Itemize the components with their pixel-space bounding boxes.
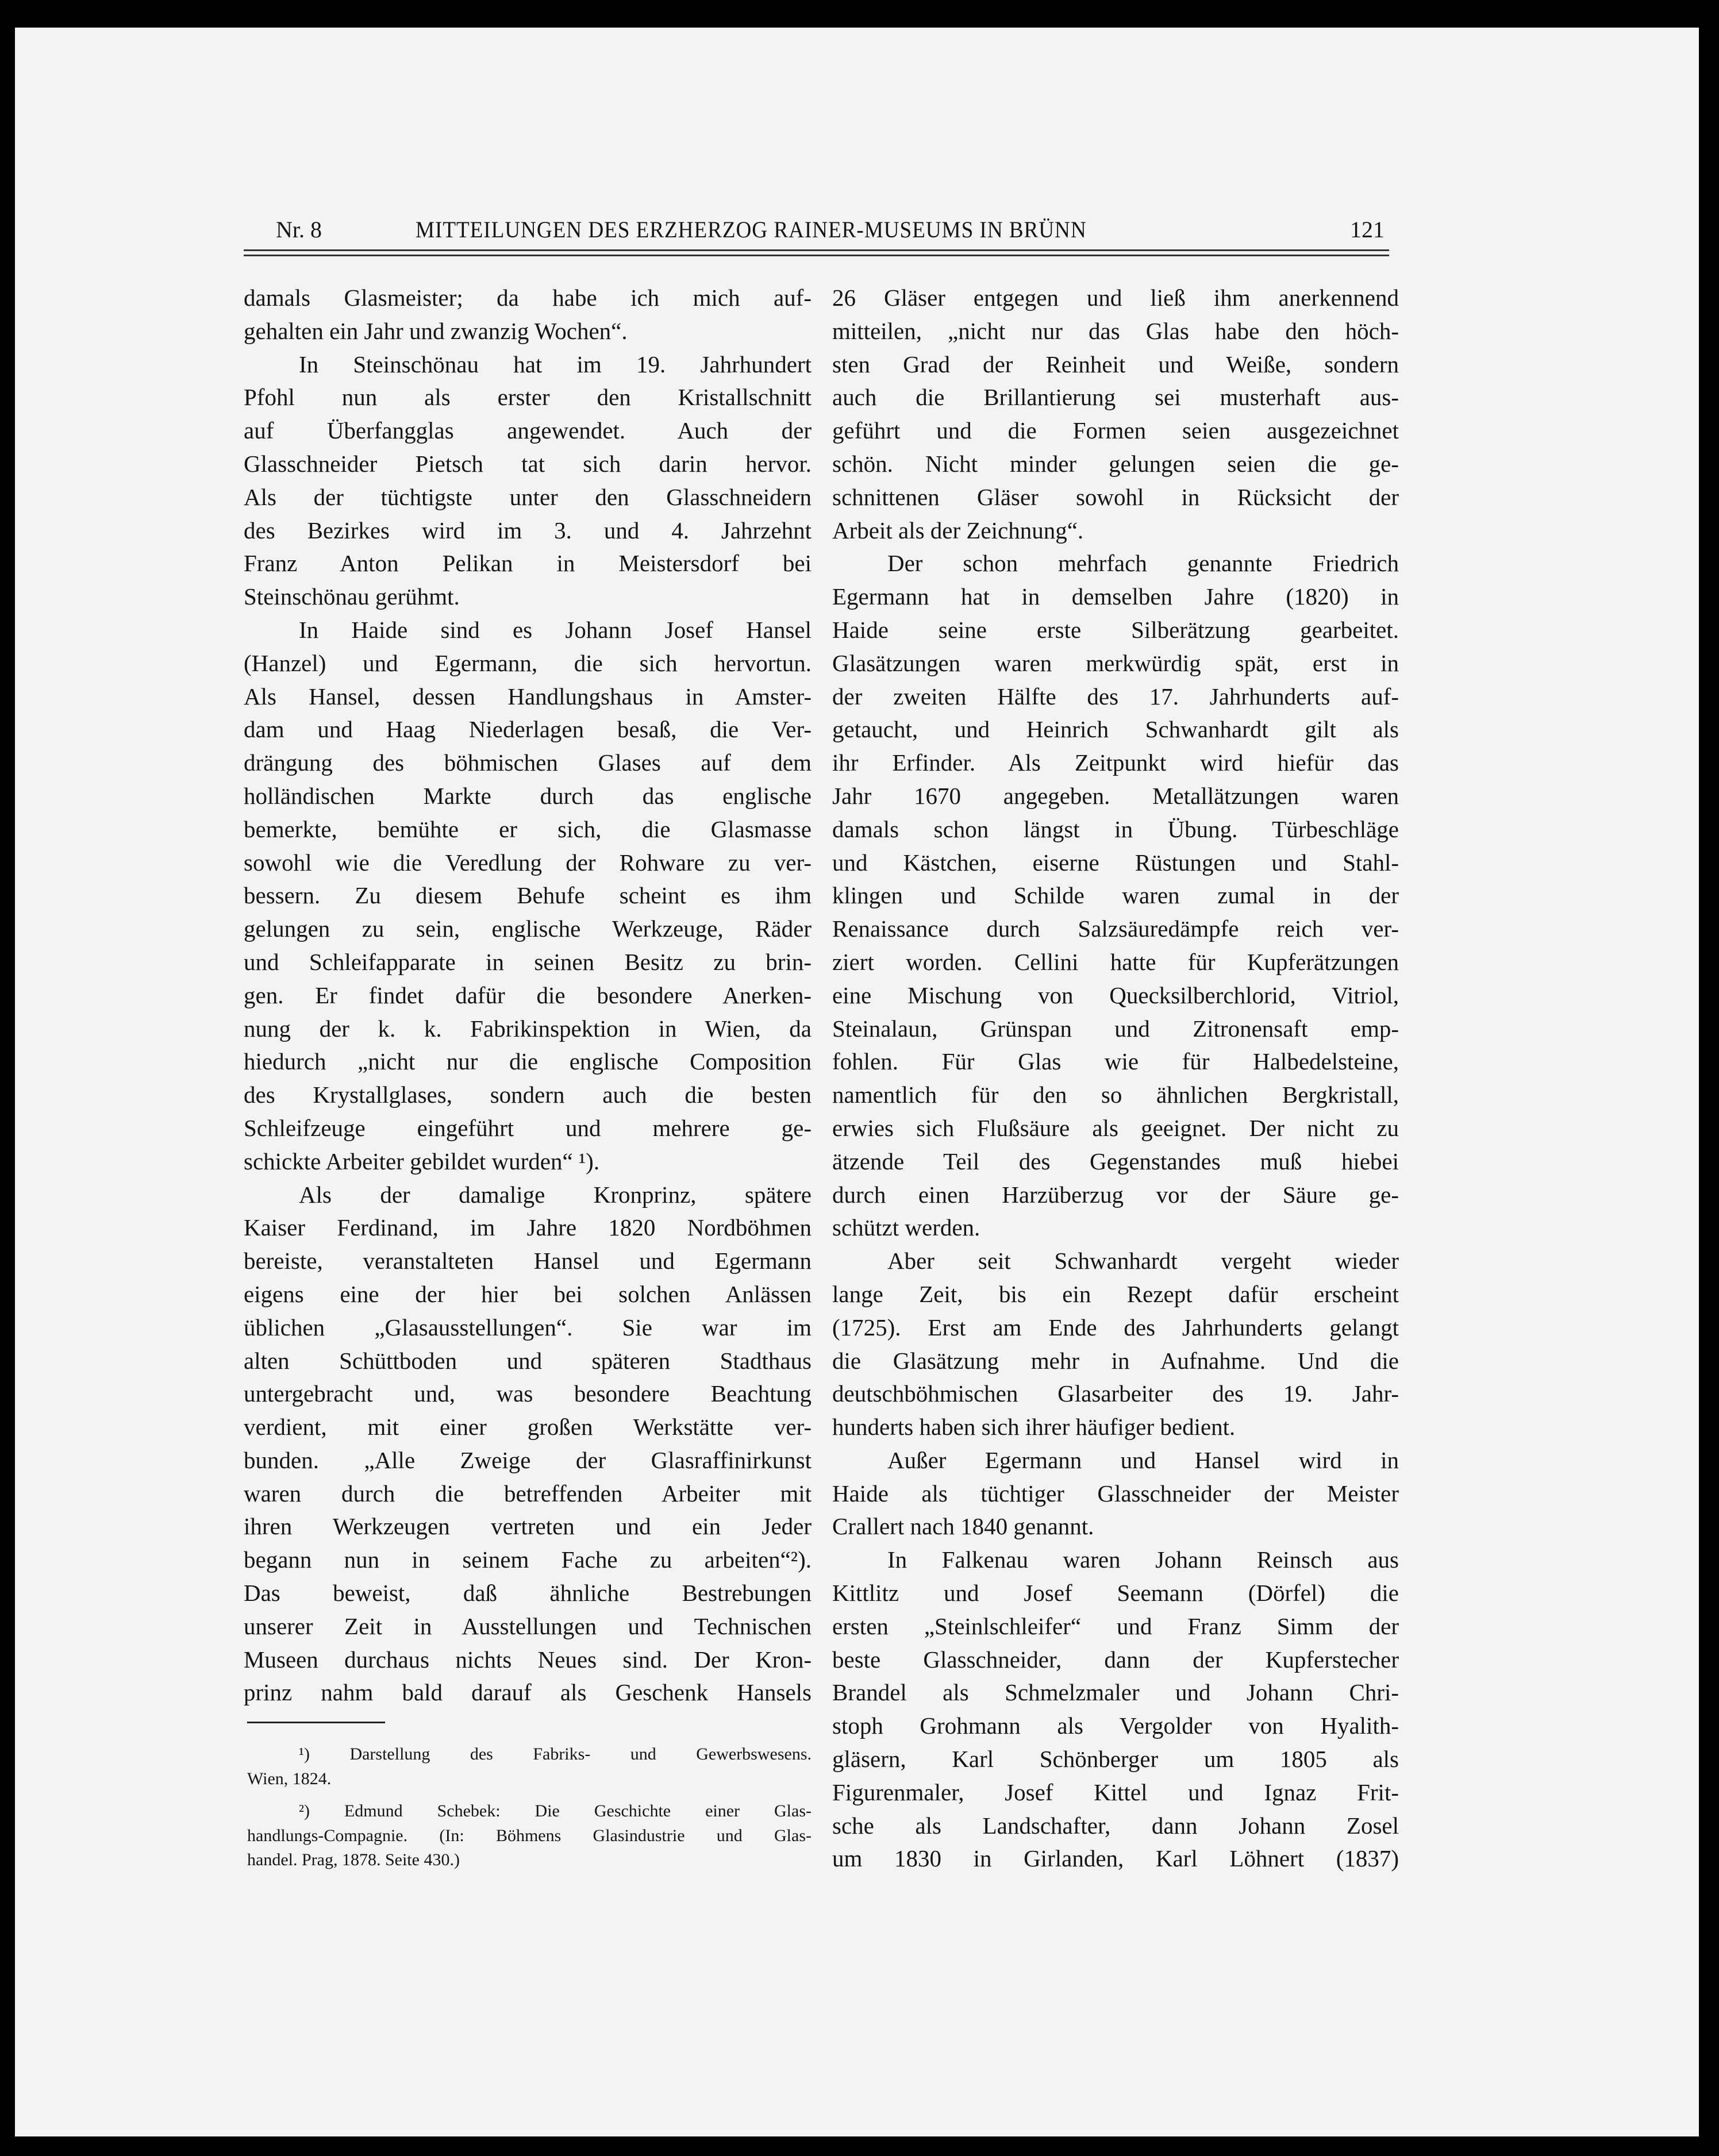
text-line: bereiste, veranstalteten Hansel und Egermann bbox=[244, 1248, 812, 1275]
text-line: des Krystallglases, sondern auch die besten bbox=[244, 1081, 812, 1108]
text-line: schützt werden. bbox=[832, 1214, 980, 1241]
text-line: Haide seine erste Silberätzung gearbeitet. bbox=[832, 616, 1399, 643]
text-line: lange Zeit, bis ein Rezept dafür erscheint bbox=[832, 1280, 1399, 1307]
text-line: ersten „Steinlschleifer“ und Franz Simm der bbox=[832, 1612, 1399, 1639]
text-line: Jahr 1670 angegeben. Metallätzungen waren bbox=[832, 782, 1399, 809]
text-line: des Bezirkes wird im 3. und 4. Jahrzehnt bbox=[244, 517, 812, 544]
text-line: ihr Erfinder. Als Zeitpunkt wird hiefür das bbox=[832, 749, 1399, 776]
text-line: Crallert nach 1840 genannt. bbox=[832, 1513, 1094, 1540]
text-line: schickte Arbeiter gebildet wurden“ ¹). bbox=[244, 1148, 600, 1175]
text-line: Kaiser Ferdinand, im Jahre 1820 Nordböhmen bbox=[244, 1214, 812, 1241]
text-line: In Falkenau waren Johann Reinsch aus bbox=[887, 1546, 1399, 1573]
text-line: Franz Anton Pelikan in Meistersdorf bei bbox=[244, 550, 812, 577]
text-line: ¹) Darstellung des Fabriks- und Gewerbswesens. bbox=[299, 1745, 812, 1764]
text-line: gen. Er findet dafür die besondere Anerken- bbox=[244, 981, 812, 1008]
header-double-rule bbox=[244, 249, 1389, 256]
text-line: gläsern, Karl Schönberger um 1805 als bbox=[832, 1746, 1399, 1773]
text-line: In Haide sind es Johann Josef Hansel bbox=[299, 616, 812, 643]
text-line: Außer Egermann und Hansel wird in bbox=[887, 1446, 1399, 1473]
text-line: bunden. „Alle Zweige der Glasraffinirkunst bbox=[244, 1446, 812, 1473]
text-line: geführt und die Formen seien ausgezeichnet bbox=[832, 417, 1399, 444]
text-line: eine Mischung von Quecksilberchlorid, Vitriol, bbox=[832, 981, 1399, 1008]
text-line: üblichen „Glasausstellungen“. Sie war im bbox=[244, 1314, 812, 1341]
text-line: handlungs-Compagnie. (In: Böhmens Glasindustrie und Glas- bbox=[247, 1826, 812, 1845]
text-line: ätzende Teil des Gegenstandes muß hiebei bbox=[832, 1148, 1399, 1175]
right-column bbox=[832, 282, 1399, 1876]
text-line: gehalten ein Jahr und zwanzig Wochen“. bbox=[244, 317, 628, 344]
text-line: unserer Zeit in Ausstellungen und Technischen bbox=[244, 1612, 812, 1639]
text-line: waren durch die betreffenden Arbeiter mit bbox=[244, 1480, 812, 1507]
text-line: prinz nahm bald darauf als Geschenk Hansels bbox=[244, 1679, 812, 1706]
text-line: damals Glasmeister; da habe ich mich auf- bbox=[244, 284, 812, 311]
footnote-separator bbox=[247, 1722, 385, 1723]
text-line: gelungen zu sein, englische Werkzeuge, Räder bbox=[244, 915, 812, 942]
text-line: bemerkte, bemühte er sich, die Glasmasse bbox=[244, 815, 812, 842]
text-line: bessern. Zu diesem Behufe scheint es ihm bbox=[244, 882, 812, 909]
text-line: Arbeit als der Zeichnung“. bbox=[832, 517, 1084, 544]
text-line: Glasätzungen waren merkwürdig spät, erst in bbox=[832, 649, 1399, 676]
text-line: sten Grad der Reinheit und Weiße, sondern bbox=[832, 351, 1399, 378]
text-line: schön. Nicht minder gelungen seien die ge- bbox=[832, 450, 1399, 477]
text-line: klingen und Schilde waren zumal in der bbox=[832, 882, 1399, 909]
text-line: und Schleifapparate in seinen Besitz zu brin- bbox=[244, 948, 812, 975]
text-line: hunderts haben sich ihrer häufiger bedient. bbox=[832, 1414, 1236, 1441]
text-line: 26 Gläser entgegen und ließ ihm anerkennend bbox=[832, 284, 1399, 311]
text-line: durch einen Harzüberzug vor der Säure ge- bbox=[832, 1181, 1399, 1208]
footnote-1 bbox=[247, 1742, 812, 1791]
text-line: nung der k. k. Fabrikinspektion in Wien, da bbox=[244, 1015, 812, 1042]
text-line: ziert worden. Cellini hatte für Kupferätzungen bbox=[832, 948, 1399, 975]
issue-number: Nr. 8 bbox=[276, 217, 322, 242]
text-line: Figurenmaler, Josef Kittel und Ignaz Frit- bbox=[832, 1778, 1399, 1805]
text-line: (1725). Erst am Ende des Jahrhunderts gelangt bbox=[832, 1314, 1399, 1341]
text-line: auf Überfangglas angewendet. Auch der bbox=[244, 417, 812, 444]
text-line: beste Glasschneider, dann der Kupferstecher bbox=[832, 1646, 1399, 1673]
text-line: dam und Haag Niederlagen besaß, die Ver- bbox=[244, 716, 812, 743]
text-line: drängung des böhmischen Glases auf dem bbox=[244, 749, 812, 776]
text-line: hiedurch „nicht nur die englische Composition bbox=[244, 1048, 812, 1075]
text-line: Der schon mehrfach genannte Friedrich bbox=[887, 550, 1399, 577]
text-line: Brandel als Schmelzmaler und Johann Chri- bbox=[832, 1679, 1399, 1706]
text-line: schnittenen Gläser sowohl in Rücksicht der bbox=[832, 483, 1399, 510]
text-line: namentlich für den so ähnlichen Bergkristall, bbox=[832, 1081, 1399, 1108]
text-line: Egermann hat in demselben Jahre (1820) in bbox=[832, 583, 1399, 610]
text-line: Glasschneider Pietsch tat sich darin hervor. bbox=[244, 450, 812, 477]
running-header bbox=[244, 214, 1389, 246]
text-line: Steinalaun, Grünspan und Zitronensaft emp- bbox=[832, 1015, 1399, 1042]
text-line: In Steinschönau hat im 19. Jahrhundert bbox=[299, 351, 812, 378]
text-line: damals schon längst in Übung. Türbeschläge bbox=[832, 815, 1399, 842]
text-line: sche als Landschafter, dann Johann Zosel bbox=[832, 1812, 1399, 1839]
text-line: Als Hansel, dessen Handlungshaus in Amster- bbox=[244, 683, 812, 710]
text-line: deutschböhmischen Glasarbeiter des 19. Jahr- bbox=[832, 1380, 1399, 1407]
text-line: erwies sich Flußsäure als geeignet. Der nicht zu bbox=[832, 1114, 1399, 1141]
text-line: fohlen. Für Glas wie für Halbedelsteine, bbox=[832, 1048, 1399, 1075]
text-line: Wien, 1824. bbox=[247, 1769, 332, 1788]
text-line: handel. Prag, 1878. Seite 430.) bbox=[247, 1850, 460, 1869]
text-line: eigens eine der hier bei solchen Anlässen bbox=[244, 1280, 812, 1307]
text-line: die Glasätzung mehr in Aufnahme. Und die bbox=[832, 1347, 1399, 1374]
text-line: ²) Edmund Schebek: Die Geschichte einer Glas- bbox=[299, 1801, 812, 1820]
page-number: 121 bbox=[1350, 217, 1385, 242]
text-line: begann nun in seinem Fache zu arbeiten“²). bbox=[244, 1546, 812, 1573]
text-line: Als der tüchtigste unter den Glasschneidern bbox=[244, 483, 812, 510]
text-line: Pfohl nun als erster den Kristallschnitt bbox=[244, 384, 812, 411]
text-line: auch die Brillantierung sei musterhaft aus- bbox=[832, 384, 1399, 411]
text-line: Museen durchaus nichts Neues sind. Der Kron- bbox=[244, 1646, 812, 1673]
text-line: Das beweist, daß ähnliche Bestrebungen bbox=[244, 1580, 812, 1607]
text-line: Haide als tüchtiger Glasschneider der Meister bbox=[832, 1480, 1399, 1507]
text-line: und Kästchen, eiserne Rüstungen und Stahl- bbox=[832, 849, 1399, 876]
text-line: untergebracht und, was besondere Beachtung bbox=[244, 1380, 812, 1407]
text-line: Renaissance durch Salzsäuredämpfe reich ver- bbox=[832, 915, 1399, 942]
text-line: getaucht, und Heinrich Schwanhardt gilt als bbox=[832, 716, 1399, 743]
footnote-2 bbox=[247, 1799, 812, 1873]
text-line: stoph Grohmann als Vergolder von Hyalith- bbox=[832, 1712, 1399, 1739]
text-line: Als der damalige Kronprinz, spätere bbox=[299, 1181, 812, 1208]
text-line: um 1830 in Girlanden, Karl Löhnert (1837) bbox=[832, 1845, 1399, 1872]
text-line: sowohl wie die Veredlung der Rohware zu ver- bbox=[244, 849, 812, 876]
text-line: verdient, mit einer großen Werkstätte ver- bbox=[244, 1414, 812, 1441]
text-line: mitteilen, „nicht nur das Glas habe den höch- bbox=[832, 317, 1399, 344]
text-line: (Hanzel) und Egermann, die sich hervortun. bbox=[244, 649, 812, 676]
text-line: der zweiten Hälfte des 17. Jahrhunderts auf- bbox=[832, 683, 1399, 710]
text-line: ihren Werkzeugen vertreten und ein Jeder bbox=[244, 1513, 812, 1540]
text-line: alten Schüttboden und späteren Stadthaus bbox=[244, 1347, 812, 1374]
text-line: holländischen Markte durch das englische bbox=[244, 782, 812, 809]
journal-title: MITTEILUNGEN DES ERZHERZOG RAINER-MUSEUMS IN BRÜNN bbox=[416, 217, 1087, 242]
text-line: Steinschönau gerühmt. bbox=[244, 583, 460, 610]
left-column bbox=[244, 282, 812, 1710]
text-line: Kittlitz und Josef Seemann (Dörfel) die bbox=[832, 1580, 1399, 1607]
text-line: Schleifzeuge eingeführt und mehrere ge- bbox=[244, 1114, 812, 1141]
text-line: Aber seit Schwanhardt vergeht wieder bbox=[887, 1248, 1399, 1275]
